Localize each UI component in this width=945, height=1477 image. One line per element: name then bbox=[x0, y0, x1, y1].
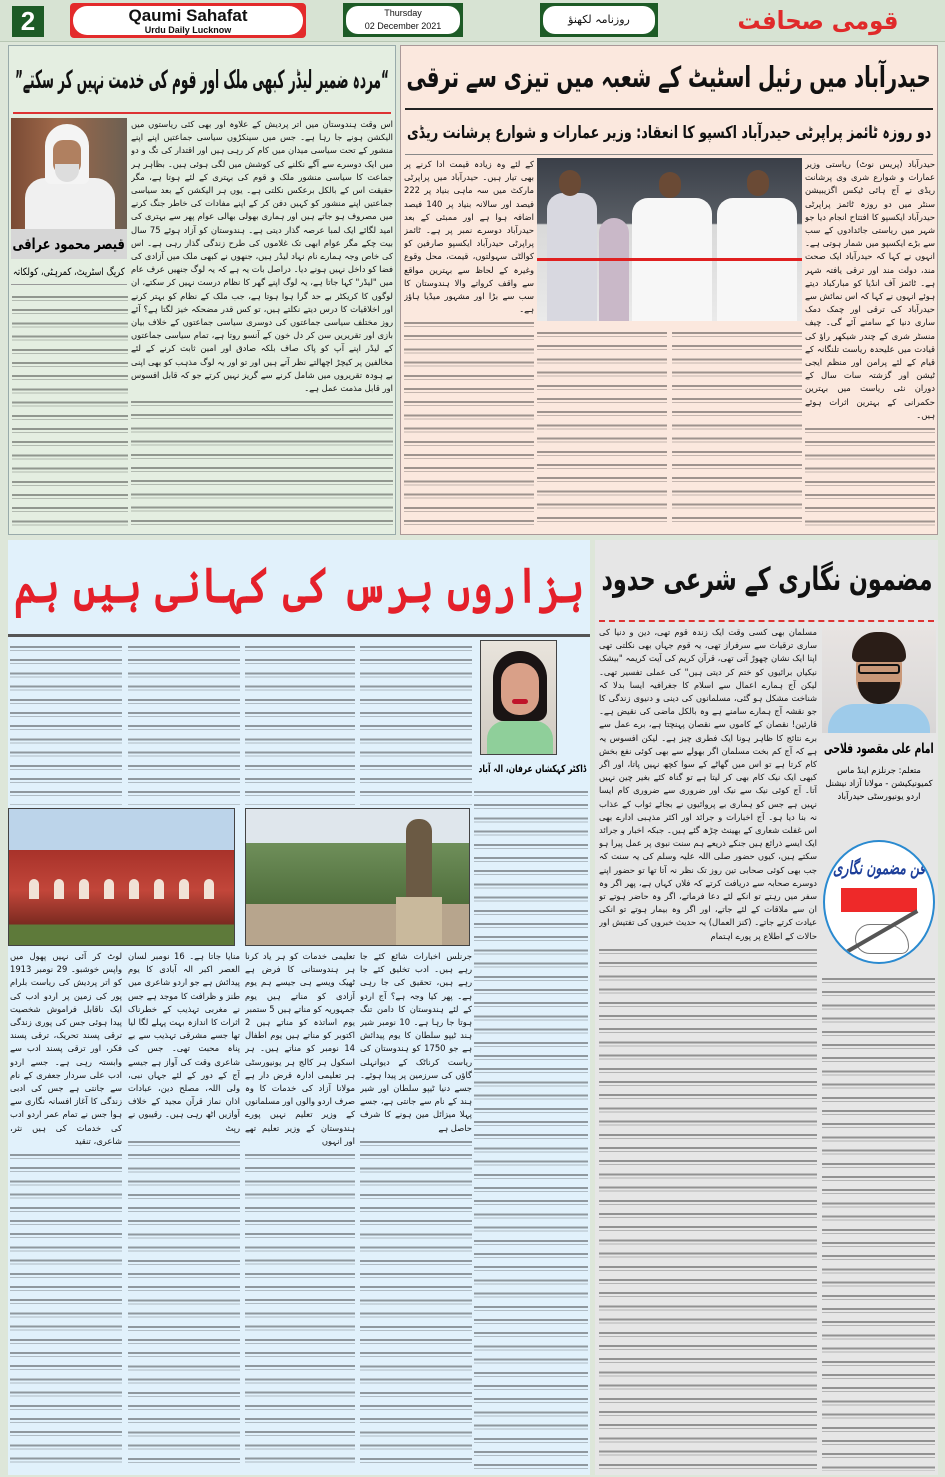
urdu-logo: روزنامہ لکھنؤ bbox=[568, 13, 630, 26]
illustration-title: فن مضمون نگاری bbox=[832, 858, 926, 879]
text-filler bbox=[12, 292, 128, 530]
author-photo bbox=[822, 626, 936, 733]
article-headline-box bbox=[13, 50, 391, 110]
text-filler bbox=[10, 1150, 122, 1470]
article-headline: “مردہ ضمیر لیڈر کبھی ملک اور قوم کی خدمت نہیں کر سکتے” bbox=[15, 65, 389, 94]
brand-title-box bbox=[73, 7, 303, 25]
article-body: منایا جاتا ہے۔ 16 نومبر لسان العصر اکبر الہ آبادی کا یوم پیدائش ہے جو اردو شاعری میں طنز و ظرافت کا موجد ہے جس نے مغربی تہذیب کے خطرناک اثرات کا اندازہ بہت پہلے لگا لیا تھا جسے مشرقی تہذیب سے بے پناہ محبت تھی۔ جس کی شاعری وقت کی آواز ہے جیسے آج کے دور کے لئے جہاں نبی، ولی اللہ، مصلح دین، عبادات اذان نماز قرآن مجید کے خلاف آوازیں اٹھ رہی ہیں۔ رقیبوں نے رپٹ bbox=[128, 951, 240, 1133]
article-subheadline-box bbox=[405, 114, 933, 152]
text-filler bbox=[805, 424, 935, 530]
article-column bbox=[474, 785, 588, 1470]
article-column bbox=[537, 326, 667, 530]
text-filler bbox=[474, 787, 588, 1470]
article-headline-box bbox=[12, 540, 586, 632]
divider bbox=[8, 634, 590, 637]
brand-subtitle: Urdu Daily Lucknow bbox=[144, 24, 232, 35]
text-filler bbox=[360, 642, 472, 805]
article-headline: مضمون نگاری کے شرعی حدود bbox=[601, 560, 932, 598]
divider bbox=[599, 620, 934, 622]
date-box-line bbox=[346, 20, 460, 33]
text-filler bbox=[822, 974, 935, 1471]
article-body: مسلمان بھی کسی وقت ایک زندہ قوم تھی، دین و دنیا کی ساری ترقیات سے سرفراز تھی، یہ قوم جہاں بھی نکلتی تھی اپنا ایک نشان چھوڑ آتی تھی، قرآن کریم کی آیت کریمہ "بیشک نیکیاں برائیوں کو ختم کر دیتی ہیں" کی عملی تفسیر تھی۔ لیکن آج ہمارے اعمال سے اسلام کا جغرافیہ ایسا بدلا کہ شناخت مشکل ہو گئی، مسلمانوں کی دینی و دنیوی زندگی کا جو نقشہ آج ہمارے سامنے ہے وہ بالکل ماضی کی نقیض ہے۔ قارئین! نقصان کے کاموں سے نقصان پہنچتا ہے، برے عمل سے برے نتائج کا ظاہر ہونا ایک فطری چیز ہے۔ لیکن افسوس یہ ہے کہ آج کم بخت مسلمان اگر بھولے سے بھی کوئی نفع بخش کام کرتا ہے تو اس میں گھاٹے کے سوا کچھ نہیں پاتا، اور اگر کبھی ایک نیک کام بھی کر لیتا ہے تو گناہ کئے بغیر چین نہیں آتا۔ آج کوئی نیک سے نیک اور ضروری سے ضروری کام ایسا نہیں ہے جس کو ہماری بے پروائیوں نے بجائے ثواب کے عذاب نہ بنا دیا ہو۔ آج اخبارات و جرائد اور اکثر مذہبی ادارے بھی اس غفلت شعاری کے بھینٹ چڑھ گئے ہیں۔ جبکہ اخبار و جرائد ایک ایسے ذرائع ہیں جنکے ذریعے ہم سنت نبوی پر عمل پیرا ہو سکتے ہیں، کیوں حضور صلی اللہ علیہ وسلم کی یہ سنت کہ جب بھی کوئی صحابی تین روز تک نظر نہ آتا تھا تو حضور اپنے دوسرے صحابہ سے دریافت کرتے کہ فلاں کہاں ہے، پھر اگر وہ سفر میں رہتے تو انکے لئے دعا فرماتے، اگر وہ حاضر ہوتے تو ان سے ملاقات کے لئے جاتے، اور اگر وہ بیمار ہوتے تو انکی عیادت کرتے جاتے۔ (کنز العمال) یہ حدیث خبروں کی تفتیش اور حالات کے اطلاع پر پورے اہتمام bbox=[599, 627, 817, 941]
article-urdu-heritage bbox=[8, 540, 590, 1475]
article-column bbox=[12, 290, 128, 530]
article-essay-writing bbox=[595, 540, 938, 1475]
article-body: تعلیمی خدمات کو ہر یاد کرنا ہر ہندوستانی کا فرض ہے ٹھیک ویسے ہی جیسے ہم یوم آزادی کو مناتے ہیں یوم جمہوریہ کو مناتے ہیں 5 ستمبر یوم اساتذہ کو مناتے ہیں 2 اکتوبر کو مناتے ہیں یوم اطفال 14 نومبر کو مناتے ہیں۔ ہر اسکول ہر کالج ہر یونیورسٹی ہر تعلیمی ادارہ قرض دار ہے مولانا آزاد کی خدمات کا وہ صرف اردو والوں اور مسلمانوں کے وزیر تعلیم نہیں پورے ہندوستان کے وزیر تعلیم تھے اور انہوں bbox=[245, 951, 355, 1146]
masthead-box bbox=[735, 2, 900, 40]
university-building-photo bbox=[8, 808, 235, 946]
divider bbox=[405, 108, 933, 110]
brand-subtitle-box bbox=[73, 25, 303, 35]
page-number: 2 bbox=[12, 6, 44, 37]
day-label: Thursday bbox=[384, 8, 422, 18]
article-column bbox=[245, 950, 355, 1470]
article-column bbox=[599, 626, 817, 1471]
text-filler bbox=[672, 328, 802, 530]
masthead-urdu: قومی صحافت bbox=[737, 6, 898, 35]
author-credentials: متعلم: جرنلزم اینڈ ماس کمیونیکیشن - مولانا آزاد نیشنل اردو یونیورسٹی حیدرآباد bbox=[825, 765, 933, 801]
author-name: قیصر محمود عراقی bbox=[12, 235, 126, 253]
article-column bbox=[672, 326, 802, 530]
article-subheadline: دو روزہ ٹائمز پراپرٹی حیدرآباد اکسپو کا انعقاد: وزیر عمارات و شوارع پرشانت ریڈی bbox=[406, 123, 932, 143]
article-body: کے لئے وہ زیادہ قیمت ادا کرنے پر بھی تیار ہیں۔ حیدرآباد میں پراپرٹی مارکٹ میں سہ ماہی بنیاد پر 222 فیصد اور سالانہ بنیاد پر 140 فیصد اضافہ ہوا ہے اور ممبئی کے بعد حیدرآباد دوسرے نمبر پر ہے۔ ٹائمز پراپرٹی حیدرآباد ایکسپو صارفین کو کوالٹی سہولتوں، قیمت، محل وقوع وغیرہ کے لحاظ سے بہترین مواقع سے واقف کرواتے والا ہندوستان کا سب سے بڑا اور مشہور میڈیا ہاؤز ہے۔ bbox=[404, 159, 534, 315]
article-real-estate bbox=[400, 45, 938, 535]
text-filler bbox=[128, 642, 240, 805]
article-headline: حیدرآباد میں رئیل اسٹیٹ کے شعبہ میں تیزی سے ترقی bbox=[406, 60, 932, 94]
essay-writing-illustration bbox=[823, 840, 935, 964]
brand-title: Qaumi Sahafat bbox=[128, 5, 248, 25]
text-filler bbox=[245, 642, 355, 805]
divider bbox=[13, 112, 391, 114]
author-address: کریگ اسٹریٹ، کمرہٹی، کولکاتہ bbox=[13, 266, 125, 278]
article-leaders bbox=[8, 45, 396, 535]
illustration-title-box bbox=[831, 856, 927, 882]
author-name-box bbox=[11, 229, 127, 259]
article-headline: ہزاروں برس کی کہانی ہیں ہم bbox=[13, 558, 585, 614]
article-column bbox=[131, 118, 393, 530]
brand-logo bbox=[70, 3, 306, 38]
urdu-logo-inner bbox=[543, 6, 655, 34]
text-filler bbox=[360, 1137, 472, 1470]
day-box bbox=[346, 7, 460, 20]
text-filler bbox=[10, 642, 122, 805]
article-body: جرنلس اخبارات شائع کئے جا رہے ہیں۔ ادب تخلیق کئے جا رہے ہیں، تحقیق کی جا رہی ہے۔ پھر کیا وجہ ہے؟ آج اردو کے لئے ہندوستان کا دامن تنگ ہوتا جا رہا ہے۔ 10 نومبر شیر ہند ٹیپو سلطان کا یوم پیدائش ہے جو 1750 کو ہندوستان کی ریاست کرناٹک کے دیوانہلی گاؤں کی سرزمین پر پیدا ہوئے۔ جسے دنیا ٹیپو سلطان اور شیر ہند کے نام سے جانتی ہے، جسے پہلا میزائل مین ہونے کا شرف حاصل ہے bbox=[360, 951, 472, 1133]
statue-photo bbox=[245, 808, 470, 946]
article-column bbox=[805, 158, 935, 530]
author-name: امام علی مقصود فلاحی bbox=[824, 741, 934, 757]
author-byline: ڈاکٹر کہکشاں عرفان، الہ آباد bbox=[478, 764, 586, 775]
author-photo bbox=[480, 640, 557, 755]
article-column bbox=[822, 972, 935, 1471]
text-filler bbox=[599, 945, 817, 1471]
date-label: 02 December 2021 bbox=[364, 21, 442, 31]
author-byline-box bbox=[476, 759, 588, 781]
article-column bbox=[360, 640, 472, 805]
text-filler bbox=[404, 318, 534, 530]
article-column bbox=[10, 640, 122, 805]
article-body: اس وقت ہندوستان میں اتر پردیش کے علاوہ اور بھی کئی ریاستوں میں الیکشن ہونے جا رہا ہے۔ جس میں سینکڑوں سیاسی جماعتیں اپنے اپنے منشور کے تحت سیاسی میدان میں کام کر رہی ہیں اور اقتدار کی تگ و دو میں ایک دوسرے سے آگے نکلنے کی کوشش میں لگی ہوئی ہیں۔ بظاہر ہر جماعت کا سیاسی منشور ملک و قوم کی بہتری کے لئے ہوتا ہے، مگر حقیقت اس کے بالکل برعکس نکلتی ہے۔ یوں ہر الیکشن کے بعد سیاسی جماعتیں اپنے منشور کو کہیں دفن کر کے اپنے مفادات کی خاطر جنگ کرنے میں مصروف ہو جاتے ہیں اور ہماری بھولی بھالی عوام پھر سے بہتری کی امید لگائے ایک لمبا عرصہ گذار دیتی ہے۔ ہندوستان کو آزاد ہوئے 75 سال بیت چکے مگر عوام ابھی تک غلاموں کی طرح زندگی گذار رہی ہے۔ اس کی خاص وجہ ہمارے نام نہاد لیڈر ہیں، جنھوں نے کبھی ملک میں آزادی کی فضا کو داخل نہیں ہونے دیا۔ دراصل بات یہ ہے کہ یہ لوگ جنھیں عرف عام میں "لیڈر" کہا جاتا ہے، یہ لوگ اپنے گھر کا نظام درست نہیں کر سکتے، ان لوگوں کا کریکٹر بے حد گرا ہوا ہوتا ہے، جب ملک کے نظام کو بہتر کرنے اور اخلاقیات کا درس دیتے نکلتے ہیں، تو کس قدر مضحکہ خیز لگتا ہے؟ آئے روز مختلف سیاسی جماعتوں کی دوسری سیاسی جماعتوں کے خلاف بیان بازی اور تقریریں سن کر دل خون کے آنسو روتا ہے، تمام سیاسی جماعتوں کے لیڈر اپنے آپ کو پاک صاف بلکہ صادق اور امین ثابت کرنے کے لئے مخالفین پر کیچڑ اچھالتے نظر آتے ہیں اور تو اور یہ لوگ مذہب کو بھی اپنی بے ہودہ تقریروں میں شامل کرنے سے گریز نہیں کرتے جو کہ قابل افسوس اور قابل مذمت عمل ہے۔ bbox=[131, 119, 393, 394]
text-filler bbox=[537, 328, 667, 530]
author-name-box bbox=[822, 736, 936, 762]
article-body: لوٹ کر آئی نہیں پھول میں واپس خوشبو۔ 29 نومبر 1913 کو اتر پردیش کی ریاست بلرام پور کی زمین پر اردو ادب کی ایک ناقابل فراموش شخصیت پیدا ہوئی جس کی پوری زندگی ترقی پسند تحریک، ترقی پسند فکر، اور ترقی پسند ادب سے وابستہ رہی ہے۔ جسے اردو ادب علی سردار جعفری کے نام سے جانتی ہے جس کی ادبی زندگی کا آغاز افسانہ نگاری سے ہوا جس نے تمام عمر اردو ادب کی خدمات کی ہیں نثر، شاعری، تنقید bbox=[10, 951, 122, 1146]
article-column bbox=[245, 640, 355, 805]
author-address-box bbox=[11, 260, 127, 285]
article-column bbox=[404, 158, 534, 530]
article-headline-box bbox=[405, 48, 933, 106]
article-column bbox=[10, 950, 122, 1470]
text-filler bbox=[131, 397, 393, 530]
article-column bbox=[360, 950, 472, 1470]
ribbon-cutting-photo bbox=[537, 158, 802, 321]
author-photo bbox=[11, 118, 127, 229]
text-filler bbox=[245, 1150, 355, 1470]
article-column bbox=[128, 950, 240, 1470]
article-column bbox=[128, 640, 240, 805]
article-headline-box bbox=[599, 540, 934, 618]
urdu-logo-box bbox=[540, 3, 658, 37]
date-box bbox=[343, 3, 463, 37]
divider bbox=[405, 154, 933, 155]
text-filler bbox=[128, 1137, 240, 1470]
article-body: حیدرآباد (پریس نوٹ) ریاستی وزیر عمارات و شوارع شری وی پرشانت ریڈی نے آج ہائی ٹیکس اگزیبیشن سنٹر میں دو روزہ ٹائمز پراپرٹی حیدرآباد ایکسپو کا افتتاح انجام دیا جو شہر میں ریاستی جائدادوں کے سب سے بڑے ایکسپو میں شمار ہوتی ہے۔ انہوں نے کہا کہ حیدرآباد ایک صحت مند، دولت مند اور ترقی یافتہ شہر ہے۔ ٹائمز آف انڈیا کو مبارکباد دیتے ہوئے انہوں نے کہا کہ اس نمائش سے حیدرآباد کی ترقی اور چمک دمک ساری دنیا کے سامنے آئے گی۔ چیف منسٹر شری کے چندر شیکھر راؤ کی قیادت میں علیحدہ ریاست تلنگانہ کے قیام کے لئے پرامن اور منظم ایجی ٹیشن اور گزشتہ سات سال کے دوران نئی ریاست میں بہترین حکمرانی کے بہترین اثرات ہوئے ہیں۔ bbox=[805, 159, 935, 420]
red-banner bbox=[841, 888, 917, 912]
